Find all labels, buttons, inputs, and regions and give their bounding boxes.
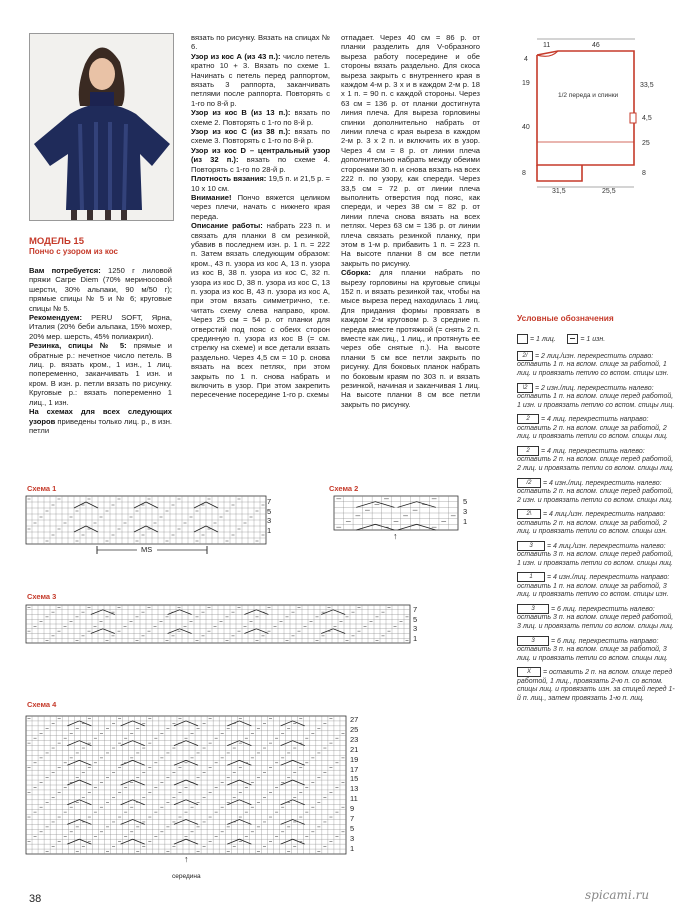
legend-title: Условные обозначения [517,313,614,323]
scheme-4-row-labels: 27 25 23 21 19 17 15 13 11 9 7 5 3 1 [350,715,359,853]
cross-stitch-icon: 2/ [517,351,533,361]
page-number: 38 [29,893,42,905]
paragraph: Узор из кос С (из 38 п.): вязать по схеме 3. Повторять с 1-го по 8-й р. [191,127,330,146]
cable-stitch-icon: 2 [517,414,539,424]
paragraph: Рекомендуем: PERU SOFT, Ярна, Италия (20% беби альпака, 15% мохер, 20% мер. шерсть, 45% полиакрил). [29,313,172,341]
legend-item: 2 = 4 лиц. перекрестить налево: оставить 2 п. на вспом. спице перед работой, 2 лиц. и провязать петли со вспом. спицы лиц. [517,447,674,472]
scheme-3-row-labels: 7 5 3 1 [413,605,418,643]
legend-item: 2/ = 2 лиц./изн. перекрестить справо: оставить 1 п. на вспом. спице за работой, 1 лиц. и провязать петлю со вспом. спицы изн. [517,352,669,378]
cross-x-stitch-icon: X [517,667,541,677]
scheme-1-title: Схема 1 [27,484,57,493]
dim-46: 46 [592,42,600,49]
scheme-2-title: Схема 2 [329,484,359,493]
cross-stitch-icon: \2 [517,383,533,393]
paragraph: Внимание! Пончо вяжется целиком через плечи, начать с нижнего края переда. [191,192,330,221]
legend-item: \2 = 2 изн./лиц. перекрестить налево: оставить 1 п. на вспом. спице перед работой, 1 изн. и провязать петлю со вспом. спицы лиц. [517,384,675,409]
legend-item: 3 = 6 лиц. перекрестить направо: оставить 3 п. на вспом. спице за работой, 3 лиц. и провязать петли со вспом. спицы лиц. [517,637,669,662]
scheme-1-repeat-label: MS [141,545,153,554]
arrow-up-icon: ↑ [393,531,398,541]
dim-4-5: 4,5 [642,115,652,122]
scheme-3-title: Схема 3 [27,592,57,601]
legend-item: 2 = 4 лиц. перекрестить направо: оставить 2 п. на вспом. спице за работой, 2 лиц. и провязать петли со вспом. спицы лиц. [517,416,669,441]
model-title: МОДЕЛЬ 15 [29,236,84,247]
dim-11: 11 [543,42,551,49]
site-watermark: spicami.ru [585,888,650,902]
dim-8-right: 8 [642,170,646,177]
cable-stitch-icon: 3 [517,541,545,551]
diagram-label: 1/2 переда и спинки [558,92,619,99]
paragraph: Узор из кос D – центральный узор (из 32 п.): вязать по схеме 4. Повторять с 1-го по 28-й р. [191,145,330,174]
paragraph: отпадает. Через 40 см = 86 р. от планки разделить для V-образного выреза работу посередине и обе стороны вязать раздельно. Для скоса выреза закрыть с внутреннего края в каждом 4-м р. 3 х и в каждом 2-м р. 18 х 1 п. = 90 п. с каждой стороны. Через 63 см = 136 р. от планки достигнута линия плеча. Для выреза горловины спинки дополнительно набрать от линии плеча с края выреза в каждом 2-м р. 3 х 2 п. и включить их в узор. Через 4 см = 8 р. от линии плеча дополнительно набрать между обеими сторонами 30 п. и снова вязать на всех 222 п. по узору, как спереди. Через 33,5 см = 72 р. от линии плеча выполнить отверстия под пояс, как спереди, и через 38 см = 82 р. от линии плеча снова вязать на всех петлях. Через 63 см = 136 р. от линии плеча связать резинкой планку, при этом в 1-м р. прибавить 1 п. = 223 п. На высоте планки 8 см все петли закрыть по рисунку. [341,33,480,268]
scheme-4-center-label: середина [172,873,201,880]
paragraph: Плотность вязания: 19,5 п. и 21,5 р. = 10 х 10 см. [191,174,330,193]
scheme-2-row-labels: 5 3 1 [463,497,468,526]
dim-31-5: 31,5 [552,188,566,195]
cable-stitch-icon: 1 [517,572,545,582]
scheme-4-title: Схема 4 [27,700,57,709]
paragraph: Вам потребуется: 1250 г лиловой пряжи Carpe Diem (70% мериносовой шерсти, 30% альпаки, 90 м/50 г); прямые спицы № 5 и № 6; круговые спицы № 5. [29,266,172,313]
paragraph: Узор из кос В (из 13 п.): вязать по схеме 2. Повторять с 1-го по 8-й р. [191,108,330,127]
legend-item: 1 = 4 изн./лиц. перекрестить направо: оставить 1 п. на вспом. спице за работой, 3 лиц. и провязать петлю со вспом. спицы изн. [517,574,670,599]
dim-4: 4 [524,56,528,63]
paragraph: Узор из кос А (из 43 п.): число петель кратно 10 + 3. Вязать по схеме 1. Начинать с петель перед раппортом, вязать 3 раппорта, заканчивать петлями после раппорта. Повторять с 1-го по 8-й р. [191,51,330,108]
legend-item: 2\ = 4 лиц./изн. перекрестить направо: оставить 2 п. на вспом. спице за работой, 2 лиц. и провязать петли со вспом. спицы изн. [517,510,668,536]
legend-item: 3 = 4 лиц./изн. перекрестить налево: оставить 3 п. на вспом. спице перед работой, 1 изн. и провязать петли со вспом. спицы лиц. [517,542,674,567]
model-subtitle: Пончо с узором из кос [29,247,118,256]
dim-25-5: 25,5 [602,188,616,195]
paragraph: вязать по рисунку. Вязать на спицах № 6. [191,33,330,52]
legend-item: /2 = 4 изн./лиц. перекрестить налево: оставить 2 п. на вспом. спице перед работой, 2 изн. и провязать петли со вспом. спицы лиц. [517,479,674,504]
cable-stitch-icon: 3 [517,636,549,646]
cable-stitch-icon: 2 [517,446,539,456]
dim-19: 19 [522,80,530,87]
cable-stitch-icon: /2 [517,478,541,488]
scheme-1-row-labels: 7 5 3 1 [267,497,272,535]
paragraph: Сборка: для планки набрать по вырезу горловины на круговые спицы 152 п. и вязать резинкой так, чтобы на мысе выреза перед находилась 1 лиц. Для придания формы провязать в каждом 2-м круговом р. 3 средние п. переда вместе протяжкой (= снять 2 п. вместе как лиц., 1 лиц., и протянуть ее через обе снятые п.). На высоте планки 5 см все петли закрыть по рисунку. Для боковых планок набрать по боковым краям по 303 п. и вязать резинкой, начиная и заканчивая 1 лиц. На высоте планки 8 см все петли закрыть по рисунку. [341,268,480,409]
paragraph: Описание работы: набрать 223 п. и связать для планки 8 см резинкой, убавив в последнем изн. р. 1 п. = 222 п. Затем вязать следующим образом: кром., 43 п. узора из кос А, 13 п. узора из кос В, 38 п. узора из кос С, 32 п. узора из кос D, 38 п. узора из кос С, 13 п. узора из кос В, 43 п. узора из кос А, при этом вязать симметрично, т.е. читать схему слева направо, кром. Через 25 см = 54 р. от планки для отверстий под пояс с обеих сторон срединную п. узора из кос В (= см. стрелку на схеме) и все детали вязать раздельно. Через 4,5 см = 10 р. снова вязать на всех петлях, при этом закрыть по 1 п. снова набрать и включить в узор. При этом закрепить пересечение посередине 1-го р. схемы [191,221,330,400]
cable-stitch-icon: 3 [517,604,549,614]
legend-item: X = оставить 2 п. на вспом. спице перед работой, 1 лиц., провязать 2-ю п. со вспом. спицы лиц. и провязать изн. за спицей перед 1-й п. лиц., затем провязать 1-ю п. лиц. [517,669,675,702]
legend-basic: = 1 лиц. = 1 изн. [517,334,677,344]
paragraph: Резинка, спицы № 5: прямые и обратные р.: нечетное число петель. В лиц. р. вязать кром., 1 изн., 1 лиц. попеременно, заканчивать 1 изн. и кром. В изн. р. петли вязать по рисунку. Круговые р.: вязать попеременно 1 лиц., 1 изн. [29,341,172,407]
dim-8-left: 8 [522,170,526,177]
paragraph: На схемах для всех следующих узоров приведены только лиц. р., в изн. петли [29,407,172,435]
dim-25: 25 [642,140,650,147]
cable-stitch-icon: 2\ [517,509,541,519]
arrow-up-icon: ↑ [184,854,189,864]
dim-33-5: 33,5 [640,82,654,89]
dim-40: 40 [522,124,530,131]
legend-item: 3 = 6 лиц. перекрестить налево: оставить 3 п. на вспом. спице перед работой, 3 лиц. и провязать петли со вспом. спицы лиц. [517,605,674,631]
